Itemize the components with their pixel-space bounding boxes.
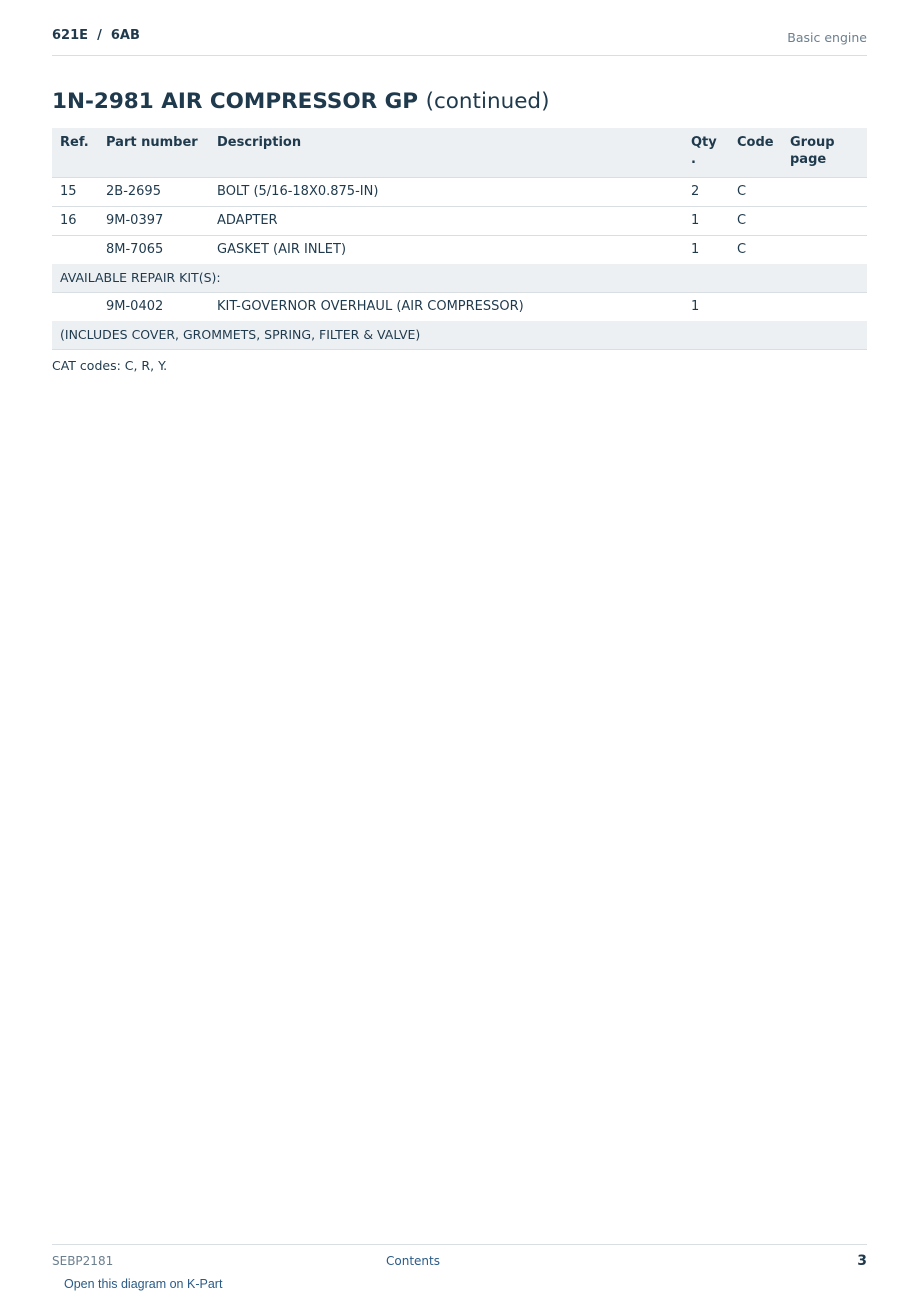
- cell-ref: [52, 292, 98, 321]
- col-header-ref: Ref.: [52, 128, 98, 177]
- table-row: [52, 177, 867, 206]
- table-header-row: [52, 128, 867, 177]
- model-label: 621E / 6AB: [52, 28, 140, 43]
- col-header-qty: Qty .: [683, 128, 729, 177]
- cell-ref: 15: [52, 177, 98, 206]
- cat-codes-note: CAT codes: C, R, Y.: [52, 358, 168, 373]
- col-header-group-page: Group page: [782, 128, 867, 177]
- col-header-code: Code: [729, 128, 782, 177]
- cell-part-number: 9M-0402: [106, 299, 164, 315]
- page-header: [52, 28, 867, 56]
- cell-code: [729, 292, 782, 321]
- col-header-part-number: Part number: [98, 128, 209, 177]
- kit-note-row: [52, 321, 867, 349]
- page-title-main: 1N-2981 AIR COMPRESSOR GP: [52, 89, 419, 114]
- cell-description: KIT-GOVERNOR OVERHAUL (AIR COMPRESSOR): [217, 299, 524, 315]
- cell-group-page: [782, 177, 867, 206]
- cell-qty: 1: [691, 242, 700, 258]
- cell-qty: 2: [683, 177, 729, 206]
- section-label: Basic engine: [787, 30, 867, 45]
- cell-qty: 1: [683, 206, 729, 235]
- cell-part-number: 8M-7065: [106, 242, 164, 258]
- kit-band-label: AVAILABLE REPAIR KIT(S):: [52, 264, 867, 292]
- cell-code: C: [729, 206, 782, 235]
- page-footer: [52, 1244, 867, 1274]
- page-number: 3: [857, 1253, 867, 1269]
- cell-part-number: 2B-2695: [98, 177, 209, 206]
- kpart-diagram-link[interactable]: Open this diagram on K-Part: [64, 1277, 223, 1291]
- cell-part-number: 9M-0397: [98, 206, 209, 235]
- cell-ref: [52, 235, 98, 264]
- page-title-suffix: (continued): [425, 89, 550, 114]
- cell-description: GASKET (AIR INLET): [217, 242, 347, 258]
- table-row: [52, 292, 867, 321]
- cell-description: BOLT (5/16-18X0.875-IN): [209, 177, 683, 206]
- cell-description: ADAPTER: [209, 206, 683, 235]
- cell-ref: 16: [52, 206, 98, 235]
- kit-band-row: [52, 264, 867, 292]
- table-row: [52, 206, 867, 235]
- document-id: SEBP2181: [52, 1254, 114, 1268]
- table-row: [52, 235, 867, 264]
- cell-group-page: [782, 235, 867, 264]
- cell-group-page: [782, 206, 867, 235]
- parts-table: [52, 128, 867, 350]
- cell-code: C: [737, 242, 747, 258]
- cell-group-page: [782, 292, 867, 321]
- page-title: [52, 89, 549, 114]
- cell-qty: 1: [691, 299, 700, 315]
- kit-note-label: (INCLUDES COVER, GROMMETS, SPRING, FILTER & VALVE): [52, 321, 867, 349]
- col-header-description: Description: [209, 128, 683, 177]
- contents-link[interactable]: Contents: [386, 1254, 440, 1268]
- cell-code: C: [729, 177, 782, 206]
